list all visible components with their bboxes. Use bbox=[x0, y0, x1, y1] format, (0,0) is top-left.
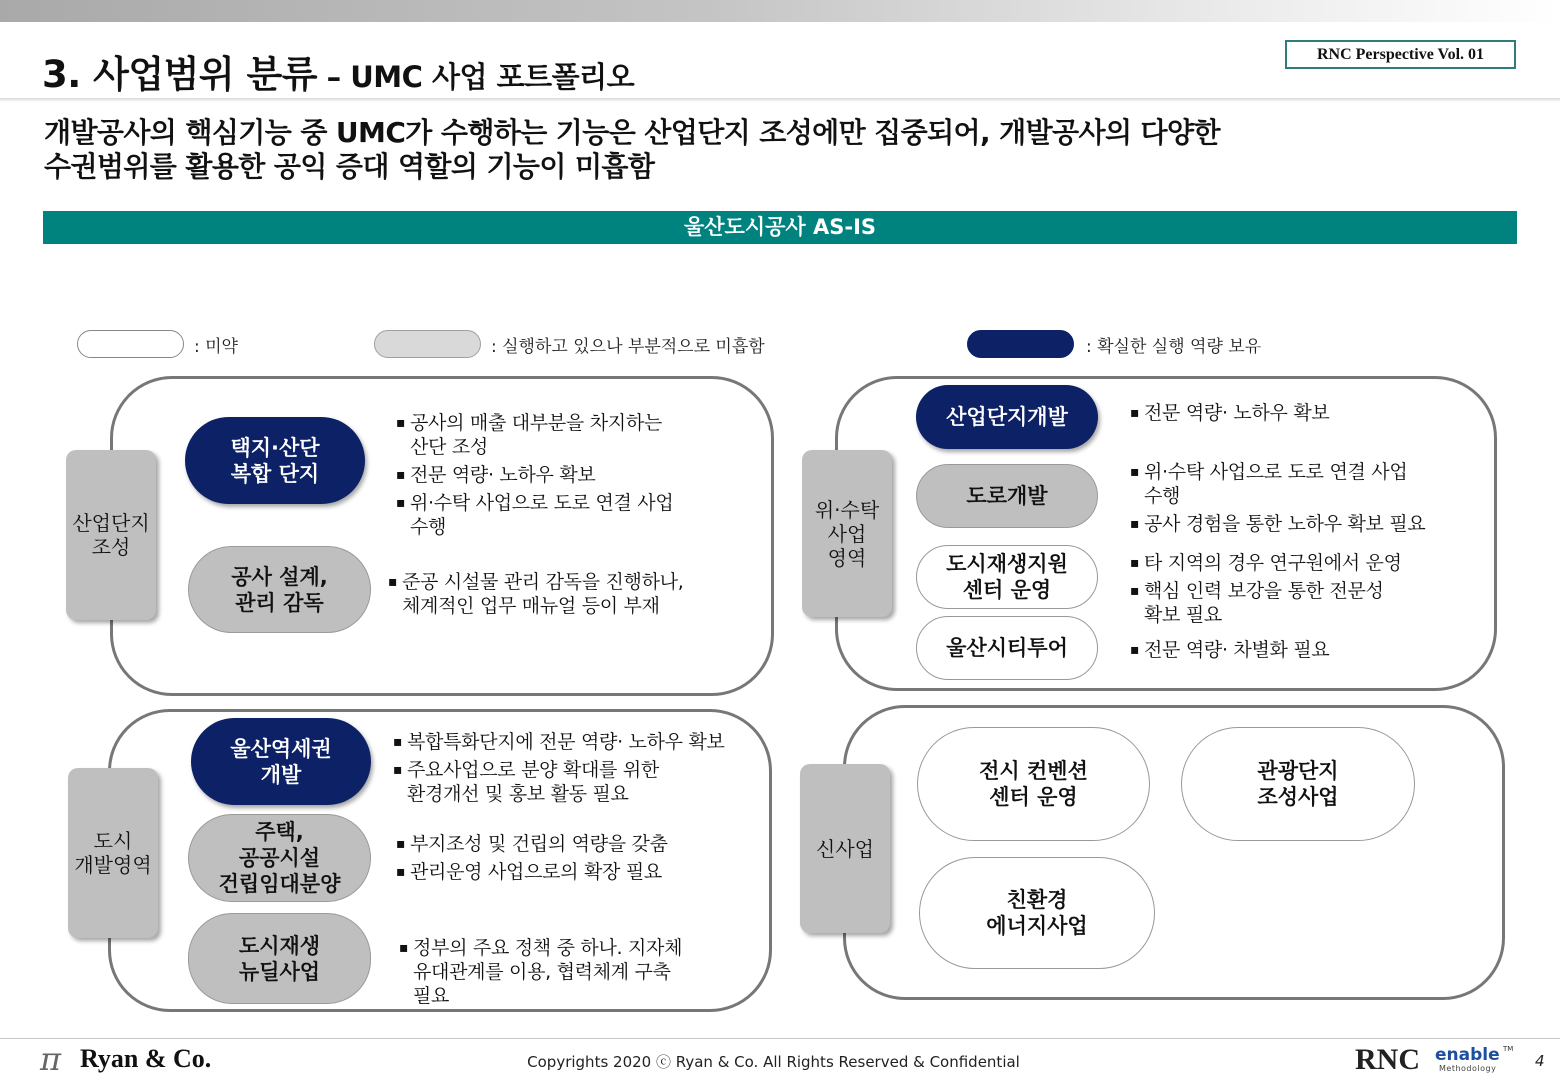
headline-line-1: 개발공사의 핵심기능 중 UMC가 수행하는 기능은 산업단지 조성에만 집중되어, 개발공사의 다양한 bbox=[44, 116, 1220, 149]
item-housing-industrial-complex: 택지·산단 복합 단지 bbox=[185, 417, 365, 504]
page-number: 4 bbox=[1535, 1052, 1545, 1070]
bullet: ▪ 공사 경험을 통한 노하우 확보 필요 bbox=[1130, 512, 1490, 536]
item-ulsan-city-tour: 울산시티투어 bbox=[916, 616, 1098, 680]
pi-logo-icon: π bbox=[40, 1040, 62, 1078]
category-new-business: 신사업 bbox=[800, 764, 890, 933]
title-divider bbox=[0, 98, 1560, 102]
bullet: ▪ 전문 역량· 노하우 확보 bbox=[1130, 401, 1490, 425]
methodology-logo-text: Methodology bbox=[1439, 1064, 1497, 1073]
item-tourism-complex: 관광단지 조성사업 bbox=[1181, 727, 1415, 841]
item-urban-regeneration-new-deal: 도시재생 뉴딜사업 bbox=[188, 913, 371, 1004]
copyright-notice: Copyrights 2020 ⓒ Ryan & Co. All Rights Reserved & Confidential bbox=[527, 1053, 1020, 1071]
bullet: ▪ 전문 역량· 차별화 필요 bbox=[1130, 638, 1490, 662]
bullet: ▪ 부지조성 및 건립의 역량을 갖춤 bbox=[396, 832, 756, 856]
bullets-road-development bbox=[1130, 460, 1490, 540]
bullets-ulsan-city-tour bbox=[1130, 638, 1490, 666]
item-road-development: 도로개발 bbox=[916, 464, 1098, 528]
item-design-supervision: 공사 설계, 관리 감독 bbox=[188, 546, 371, 633]
item-ulsan-station-area: 울산역세권 개발 bbox=[191, 718, 371, 805]
headline-line-2: 수권범위를 활용한 공익 증대 역할의 기능이 미흡함 bbox=[44, 150, 655, 183]
bullet: ▪ 정부의 주요 정책 중 하나. 지자체 유대관계를 이용, 협력체계 구축 필요 bbox=[399, 936, 759, 1008]
page-title bbox=[42, 44, 634, 98]
item-urban-regeneration-center: 도시재생지원 센터 운영 bbox=[916, 545, 1098, 609]
bullets-housing-industrial-complex bbox=[396, 411, 756, 543]
bullets-ulsan-station-area bbox=[393, 730, 768, 810]
bullet: ▪ 복합특화단지에 전문 역량· 노하우 확보 bbox=[393, 730, 768, 754]
bullets-urban-regeneration-center bbox=[1130, 551, 1490, 631]
trademark-mark: TM bbox=[1503, 1045, 1514, 1053]
bullets-design-supervision bbox=[388, 570, 748, 622]
bullets-industrial-development bbox=[1130, 401, 1490, 429]
page-title-sub: – UMC 사업 포트폴리오 bbox=[317, 60, 635, 94]
legend-weak-label: : 미약 bbox=[194, 337, 238, 357]
legend-strong-label: : 확실한 실행 역량 보유 bbox=[1086, 337, 1262, 357]
section-banner: 울산도시공사 AS-IS bbox=[43, 211, 1517, 244]
rnc-enable-logo bbox=[1355, 1043, 1525, 1077]
bullets-housing-public-facilities bbox=[396, 832, 756, 888]
legend-partial-swatch bbox=[374, 330, 481, 358]
category-industrial: 산업단지 조성 bbox=[66, 450, 156, 620]
legend-partial-label: : 실행하고 있으나 부분적으로 미흡함 bbox=[491, 337, 765, 357]
top-gradient-bar bbox=[0, 0, 1560, 22]
bullet: ▪ 주요사업으로 분양 확대를 위한 환경개선 및 홍보 활동 필요 bbox=[393, 758, 768, 806]
headline bbox=[44, 116, 1220, 184]
item-eco-energy: 친환경 에너지사업 bbox=[919, 857, 1155, 969]
rnc-logo-text: RNC bbox=[1355, 1043, 1420, 1076]
category-consignment: 위·수탁 사업 영역 bbox=[802, 450, 892, 617]
bullet: ▪ 핵심 인력 보강을 통한 전문성 확보 필요 bbox=[1130, 579, 1490, 627]
bullets-urban-regeneration-new-deal bbox=[399, 936, 759, 1012]
item-industrial-development: 산업단지개발 bbox=[916, 385, 1098, 449]
bullet: ▪ 위·수탁 사업으로 도로 연결 사업 수행 bbox=[1130, 460, 1490, 508]
page-title-main: 3. 사업범위 분류 bbox=[42, 53, 318, 96]
bullet: ▪ 위·수탁 사업으로 도로 연결 사업 수행 bbox=[396, 491, 756, 539]
item-housing-public-facilities: 주택, 공공시설 건립임대분양 bbox=[188, 814, 371, 902]
ryan-co-logo-text: Ryan & Co. bbox=[80, 1044, 212, 1073]
legend-weak-swatch bbox=[77, 330, 184, 358]
bullet: ▪ 전문 역량· 노하우 확보 bbox=[396, 463, 756, 487]
volume-label: RNC Perspective Vol. 01 bbox=[1285, 40, 1516, 69]
footer-divider bbox=[0, 1038, 1560, 1039]
item-exhibition-convention-center: 전시 컨벤션 센터 운영 bbox=[917, 727, 1150, 841]
legend-strong-swatch bbox=[967, 330, 1074, 358]
bullet: ▪ 준공 시설물 관리 감독을 진행하나, 체계적인 업무 매뉴얼 등이 부재 bbox=[388, 570, 748, 618]
category-urban: 도시 개발영역 bbox=[68, 768, 158, 938]
enable-logo-text: enable bbox=[1435, 1045, 1500, 1065]
bullet: ▪ 타 지역의 경우 연구원에서 운영 bbox=[1130, 551, 1490, 575]
bullet: ▪ 공사의 매출 대부분을 차지하는 산단 조성 bbox=[396, 411, 756, 459]
bullet: ▪ 관리운영 사업으로의 확장 필요 bbox=[396, 860, 756, 884]
